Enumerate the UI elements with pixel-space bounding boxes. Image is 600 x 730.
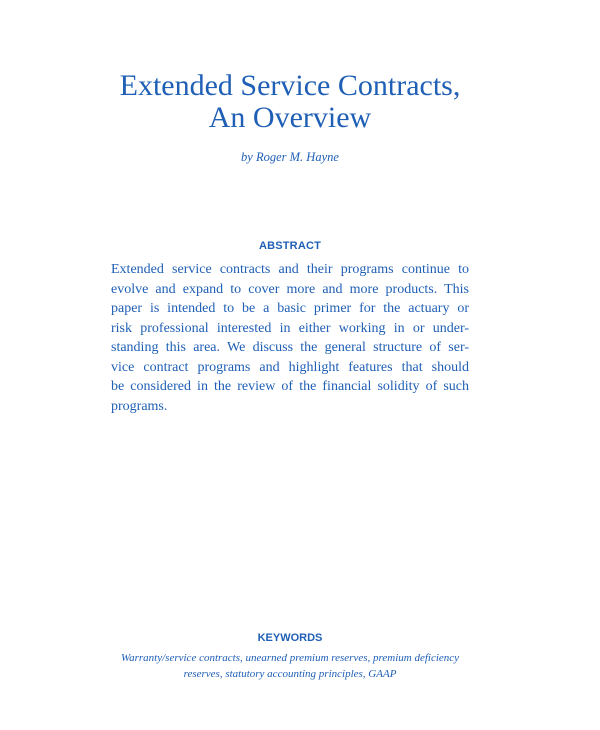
keywords-text bbox=[100, 650, 480, 682]
keywords-line: Warranty/service contracts, unearned premium reserves, premium deficiency bbox=[120, 652, 460, 664]
keywords-heading: KEYWORDS bbox=[257, 632, 323, 644]
abstract-line: paper is intended to be a basic primer for the actuary or bbox=[111, 301, 469, 316]
abstract-heading: ABSTRACT bbox=[258, 240, 322, 252]
abstract-text bbox=[111, 260, 469, 416]
abstract-line: programs. bbox=[111, 398, 168, 414]
title-line-2: An Overview bbox=[208, 101, 372, 134]
abstract-line: risk professional interested in either working in or under- bbox=[111, 320, 469, 336]
keywords-line: reserves, statutory accounting principles, GAAP bbox=[183, 668, 397, 680]
abstract-line: Extended service contracts and their programs continue to bbox=[111, 262, 469, 277]
abstract-line: vice contract programs and highlight features that should bbox=[111, 359, 469, 375]
abstract-line: evolve and expand to cover more and more products. This bbox=[111, 281, 469, 297]
abstract-line: be considered in the review of the financial solidity of such bbox=[111, 379, 469, 394]
abstract-line: standing this area. We discuss the general structure of ser- bbox=[111, 340, 469, 355]
author-byline: by Roger M. Hayne bbox=[241, 150, 339, 164]
paper-title bbox=[0, 70, 580, 134]
title-line-1: Extended Service Contracts, bbox=[119, 69, 461, 102]
